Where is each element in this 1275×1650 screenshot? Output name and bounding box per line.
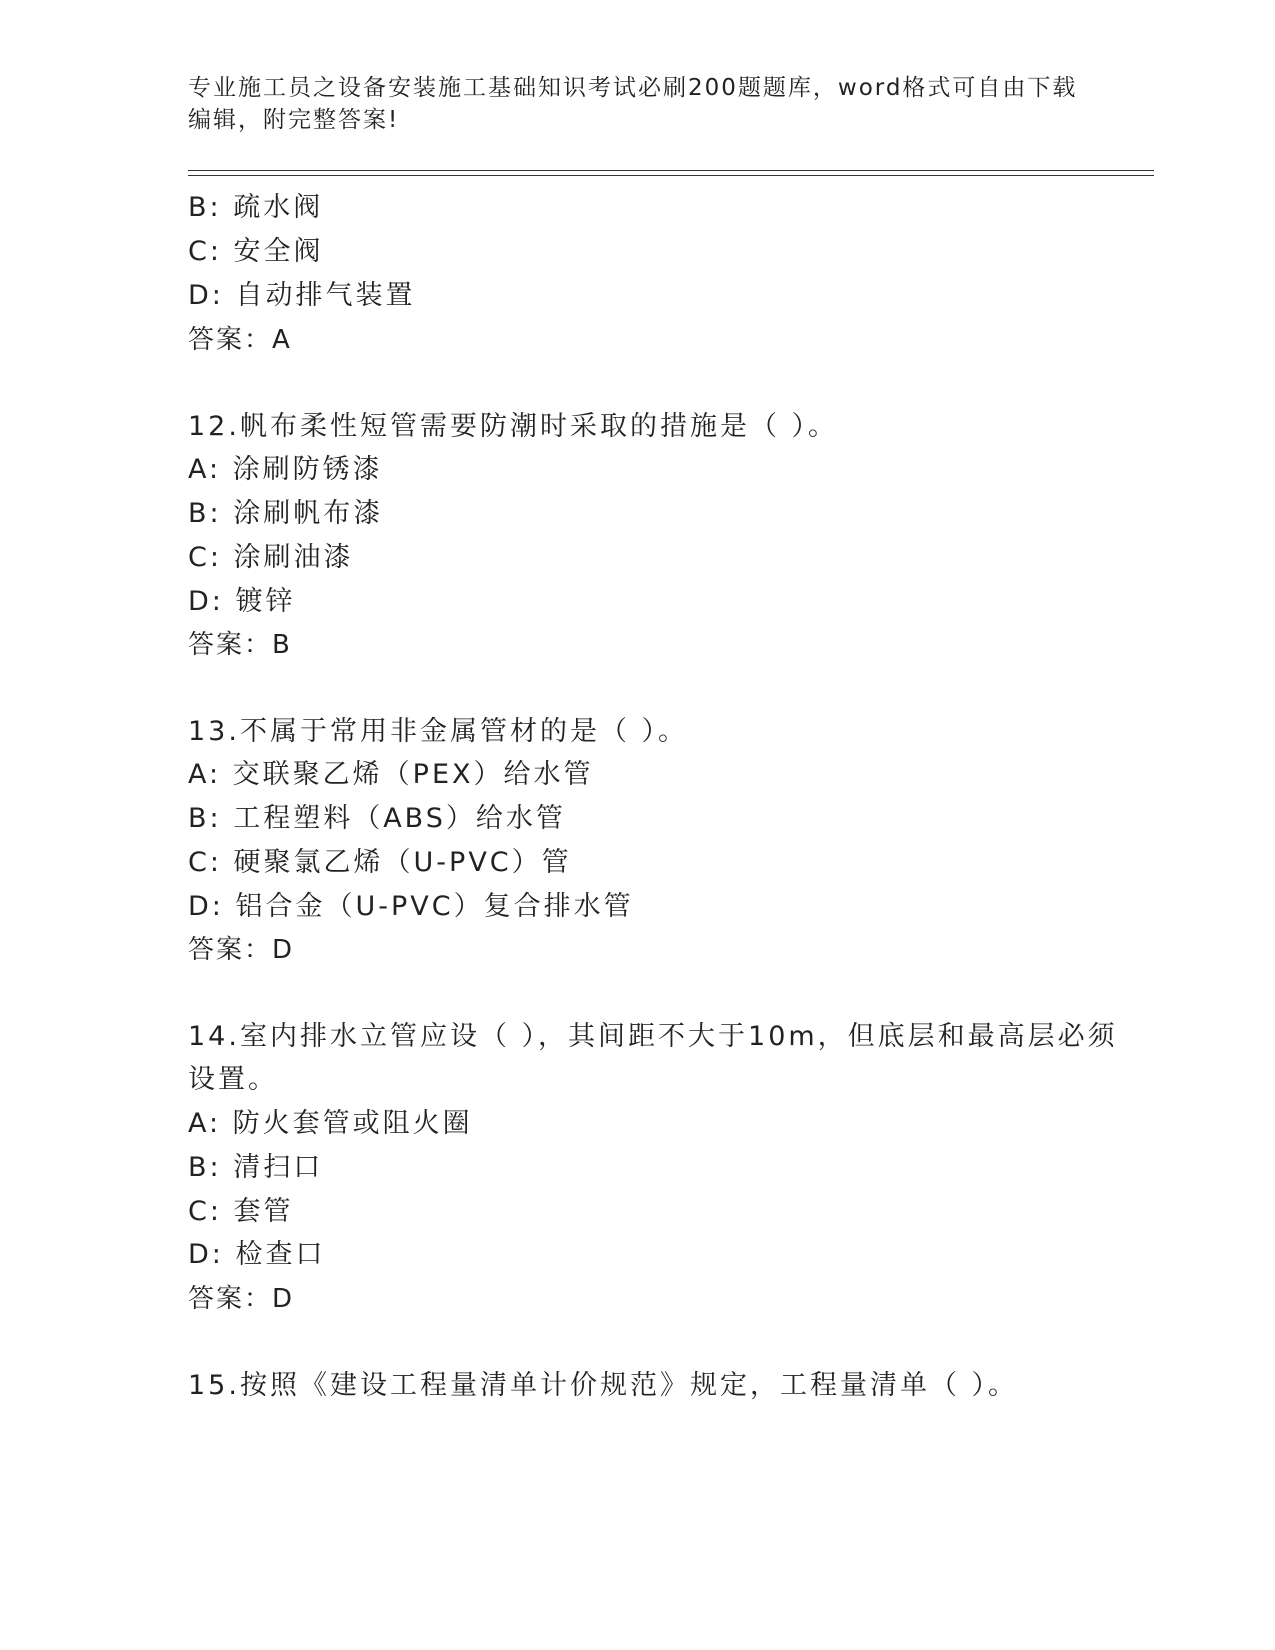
q14-option-c: C: 套管 — [188, 1196, 294, 1227]
q12-option-c: C: 涂刷油漆 — [188, 542, 354, 573]
q14-answer: 答案：D — [188, 1284, 295, 1314]
q13-option-a: A: 交联聚乙烯（PEX）给水管 — [188, 759, 594, 790]
q13-option-b: B: 工程塑料（ABS）给水管 — [188, 803, 566, 834]
header-title-line-2: 编辑，附完整答案! — [188, 107, 400, 133]
q14-question-line-2: 设置。 — [188, 1064, 278, 1095]
q12-answer: 答案：B — [188, 630, 292, 660]
q12-option-a: A: 涂刷防锈漆 — [188, 454, 383, 485]
q11-option-b: B: 疏水阀 — [188, 192, 324, 223]
header-divider-bottom — [188, 175, 1154, 176]
q11-option-c: C: 安全阀 — [188, 236, 324, 267]
q13-question: 13.不属于常用非金属管材的是（ ）。 — [188, 716, 689, 747]
q12-option-d: D: 镀锌 — [188, 586, 296, 617]
q14-option-a: A: 防火套管或阻火圈 — [188, 1108, 473, 1139]
q14-question-line-1: 14.室内排水立管应设（ ），其间距不大于10m，但底层和最高层必须 — [188, 1021, 1118, 1052]
q11-option-d: D: 自动排气装置 — [188, 280, 416, 311]
header-title-line-1: 专业施工员之设备安装施工基础知识考试必刷200题题库，word格式可自由下载 — [188, 75, 1078, 101]
q11-answer: 答案：A — [188, 325, 292, 355]
header-divider-top — [188, 170, 1154, 171]
document-header — [188, 72, 1088, 136]
q15-question: 15.按照《建设工程量清单计价规范》规定，工程量清单（ ）。 — [188, 1370, 1019, 1401]
q13-option-d: D: 铝合金（U-PVC）复合排水管 — [188, 891, 634, 922]
q13-option-c: C: 硬聚氯乙烯（U-PVC）管 — [188, 847, 572, 878]
q13-answer: 答案：D — [188, 935, 295, 965]
q12-option-b: B: 涂刷帆布漆 — [188, 498, 384, 529]
q12-question: 12.帆布柔性短管需要防潮时采取的措施是（ ）。 — [188, 411, 839, 442]
q14-option-d: D: 检查口 — [188, 1239, 326, 1270]
q14-option-b: B: 清扫口 — [188, 1152, 324, 1183]
